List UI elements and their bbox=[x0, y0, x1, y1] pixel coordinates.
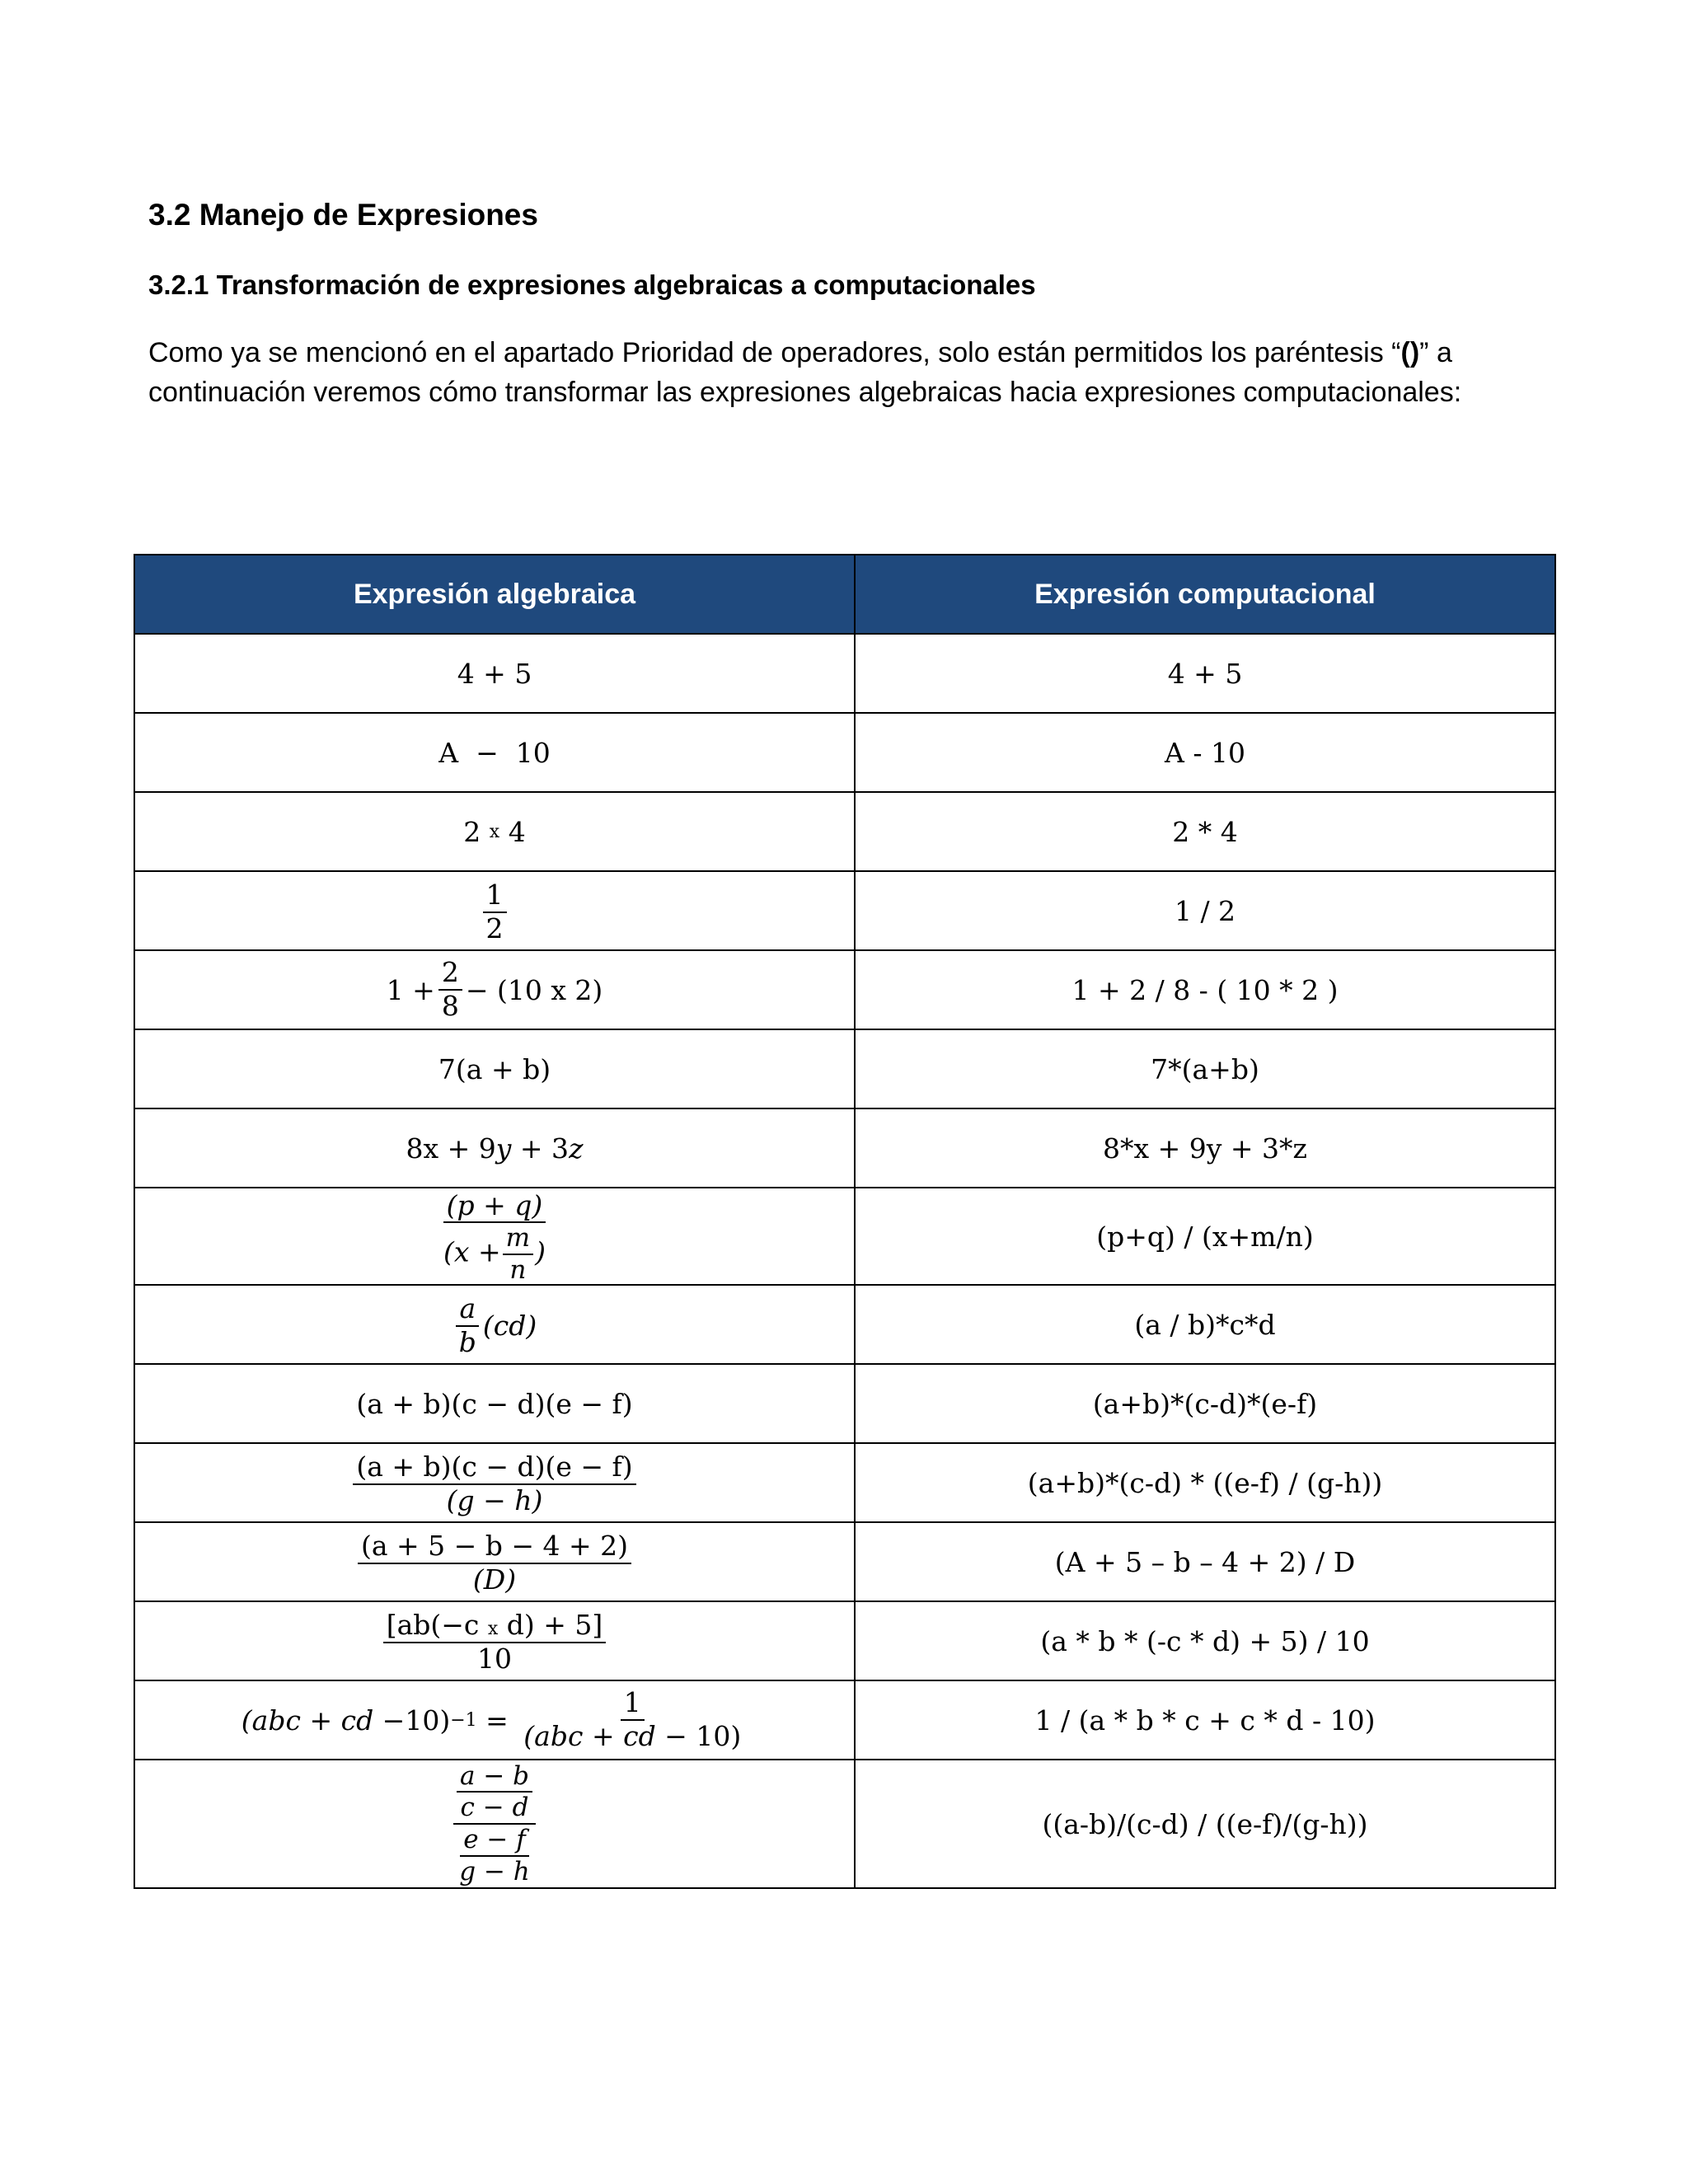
computational-cell: 8*x + 9y + 3*z bbox=[855, 1108, 1555, 1188]
expressions-table bbox=[134, 554, 1556, 1889]
computational-cell: 1 + 2 / 8 - ( 10 * 2 ) bbox=[855, 950, 1555, 1029]
algebraic-expression bbox=[354, 1529, 635, 1596]
table-row bbox=[134, 1364, 1555, 1443]
fraction: $\frac{(a + b)(c - d)(e - f)}{(g - h)}$ bbox=[353, 1453, 635, 1515]
computational-cell: (a / b)*c*d bbox=[855, 1285, 1555, 1364]
header-computational: Expresión computacional bbox=[855, 555, 1555, 634]
intro-paragraph bbox=[148, 333, 1566, 412]
computational-cell: A - 10 bbox=[855, 713, 1555, 792]
subsection-heading: 3.2.1 Transformación de expresiones algebraicas a computacionales bbox=[148, 269, 1036, 300]
algebraic-expression bbox=[449, 1760, 540, 1886]
section-heading: 3.2 Manejo de Expresiones bbox=[148, 198, 538, 232]
fraction: $\frac{(a + 5 - b - 4 + 2)}{(D)}$ bbox=[358, 1532, 631, 1594]
algebraic-cell bbox=[134, 1108, 855, 1188]
table-row bbox=[134, 1601, 1555, 1680]
algebraic-cell bbox=[134, 1364, 855, 1443]
computational-cell: 1 / 2 bbox=[855, 871, 1555, 950]
computational-cell: 4 + 5 bbox=[855, 634, 1555, 713]
algebraic-expression bbox=[437, 1188, 552, 1285]
algebraic-expression: (abc + cd − 10) −1 = $\frac{1}{\text{(abc + cd − 10)}}$ bbox=[241, 1689, 748, 1750]
table-row bbox=[134, 1680, 1555, 1760]
header-algebraic: Expresión algebraica bbox=[134, 555, 855, 634]
algebraic-cell bbox=[134, 1443, 855, 1522]
table-row bbox=[134, 634, 1555, 713]
table-row bbox=[134, 792, 1555, 871]
algebraic-cell bbox=[134, 792, 855, 871]
algebraic-cell bbox=[134, 1029, 855, 1108]
algebraic-cell bbox=[134, 871, 855, 950]
algebraic-cell bbox=[134, 1188, 855, 1285]
computational-cell: (a+b)*(c-d) * ((e-f) / (g-h)) bbox=[855, 1443, 1555, 1522]
computational-cell: (p+q) / (x+m/n) bbox=[855, 1188, 1555, 1285]
computational-cell: (a * b * (-c * d) + 5) / 10 bbox=[855, 1601, 1555, 1680]
table-row bbox=[134, 1443, 1555, 1522]
algebraic-expression: (a + b)(c − d)(e − f) bbox=[356, 1387, 633, 1420]
fraction: $\frac{1}{\text{(abc + cd − 10)}}$ bbox=[523, 1686, 742, 1752]
table-row bbox=[134, 950, 1555, 1029]
table-row bbox=[134, 1108, 1555, 1188]
fraction: $\frac{a}{b}$ bbox=[456, 1295, 480, 1357]
fraction: $\frac{\text{[ab(−c x d) + 5]}}{10}$ bbox=[383, 1611, 607, 1673]
algebraic-cell bbox=[134, 634, 855, 713]
algebraic-cell bbox=[134, 1760, 855, 1888]
intro-parentheses: () bbox=[1400, 337, 1420, 368]
intro-text-before: Como ya se mencionó en el apartado Prioridad de operadores, solo están permitidos los paréntesis “ bbox=[148, 337, 1401, 368]
fraction: $\frac{2}{8}$ bbox=[438, 958, 462, 1020]
table-row bbox=[134, 713, 1555, 792]
algebraic-expression: 7(a + b) bbox=[438, 1052, 551, 1085]
table-row bbox=[134, 1522, 1555, 1601]
algebraic-cell bbox=[134, 1601, 855, 1680]
algebraic-expression: 1 + $\frac{2}{8}$ − (10 x 2) bbox=[386, 956, 603, 1022]
algebraic-expression: A − 10 bbox=[438, 736, 551, 769]
algebraic-expression: 2 x 4 bbox=[463, 815, 526, 848]
fraction: (p + q) (x + $\frac{m}{n}$ ) bbox=[443, 1188, 546, 1285]
intro-text-after: ” a continuación veremos cómo transformar las expresiones algebraicas hacia expresiones computacionales: bbox=[148, 337, 1462, 408]
computational-cell: 7*(a+b) bbox=[855, 1029, 1555, 1108]
algebraic-cell bbox=[134, 950, 855, 1029]
table-row bbox=[134, 1029, 1555, 1108]
table-row bbox=[134, 1188, 1555, 1285]
computational-cell: 2 * 4 bbox=[855, 792, 1555, 871]
computational-cell: (A + 5 – b – 4 + 2) / D bbox=[855, 1522, 1555, 1601]
table-row bbox=[134, 1285, 1555, 1364]
computational-cell: (a+b)*(c-d)*(e-f) bbox=[855, 1364, 1555, 1443]
computational-cell: ((a-b)/(c-d) / ((e-f)/(g-h)) bbox=[855, 1760, 1555, 1888]
computational-cell: 1 / (a * b * c + c * d - 10) bbox=[855, 1680, 1555, 1760]
table-row bbox=[134, 1760, 1555, 1888]
algebraic-expression bbox=[349, 1450, 639, 1516]
algebraic-expression bbox=[380, 1608, 610, 1675]
fraction: $\frac{\frac{a - b}{c - d}}{\frac{e - f}{g - h}}$ bbox=[452, 1763, 537, 1885]
algebraic-cell bbox=[134, 1522, 855, 1601]
table-header-row bbox=[134, 555, 1555, 634]
algebraic-cell bbox=[134, 713, 855, 792]
algebraic-cell bbox=[134, 1285, 855, 1364]
table-row bbox=[134, 871, 1555, 950]
algebraic-expression: 8x + 9 y + 3 z bbox=[406, 1132, 584, 1165]
fraction: $\frac{1}{2}$ bbox=[483, 881, 507, 943]
algebraic-cell bbox=[134, 1680, 855, 1760]
algebraic-expression bbox=[480, 878, 510, 944]
algebraic-expression: $\frac{a}{b}$ (cd) bbox=[452, 1295, 537, 1357]
algebraic-expression: 4 + 5 bbox=[457, 657, 532, 690]
